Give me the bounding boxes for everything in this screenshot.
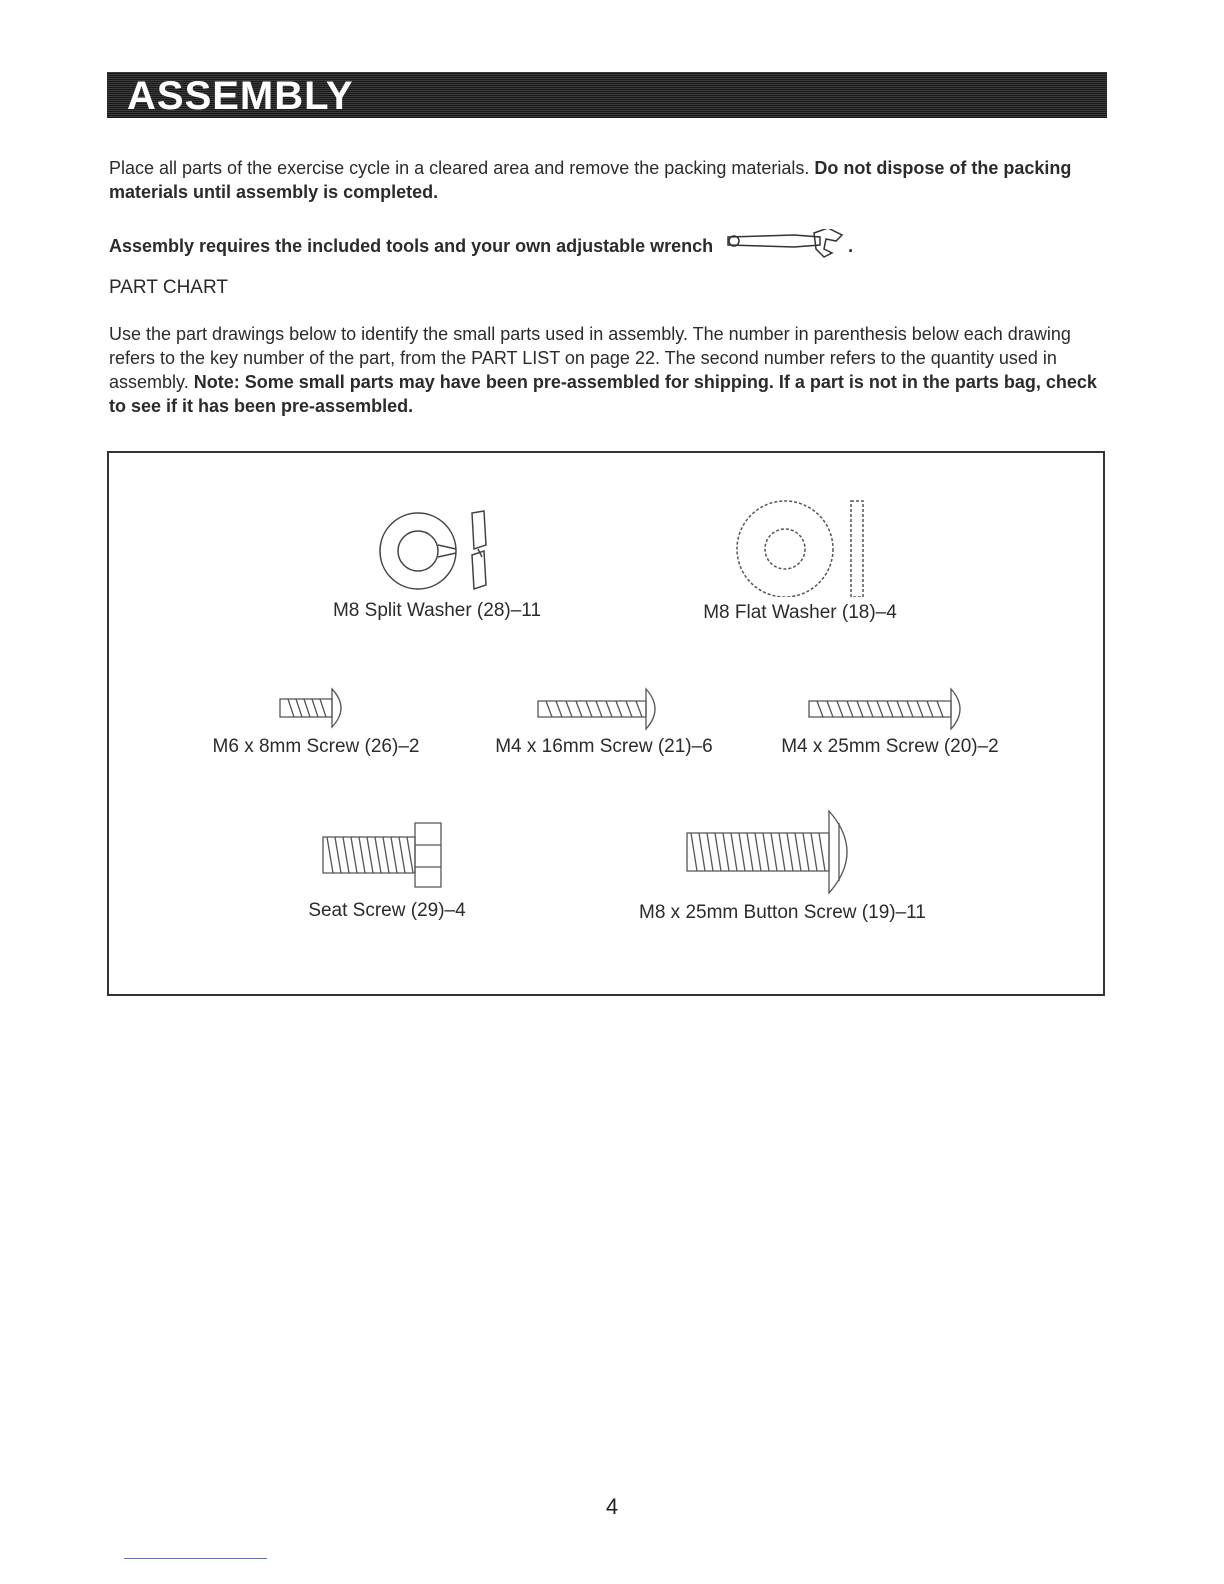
page-number: 4 <box>605 1494 619 1519</box>
footer-line <box>124 1558 267 1559</box>
part-label: M4 x 25mm Screw (20)–2 <box>781 736 999 757</box>
tools-note-suffix: . <box>848 235 854 256</box>
flat-washer-icon <box>725 497 875 597</box>
part-label: Seat Screw (29)–4 <box>308 900 466 921</box>
intro-text: Place all parts of the exercise cycle in a cleared area and remove the packing materials. <box>109 158 815 178</box>
part-m6x8-screw <box>201 685 431 758</box>
part-flat-washer <box>685 497 915 624</box>
part-label: M6 x 8mm Screw (26)–2 <box>212 736 420 757</box>
description-note: Note: Some small parts may have been pre-assembled for shipping. If a part is not in the parts bag, check to see if it has been pre-assembled. <box>109 372 1097 416</box>
intro-warning: Do not dispose of the packing materials until assembly is completed. <box>109 158 1072 202</box>
part-m4x16-screw <box>489 685 719 758</box>
screw-icon <box>276 685 356 731</box>
tools-note-text: Assembly requires the included tools and your own adjustable wrench <box>109 235 714 256</box>
screw-icon <box>805 685 975 731</box>
part-button-screw <box>639 805 926 924</box>
part-chart-description <box>109 322 1109 418</box>
part-m4x25-screw <box>775 685 1005 758</box>
tools-note <box>109 229 1109 265</box>
split-washer-icon <box>372 505 502 595</box>
part-split-washer <box>327 505 547 622</box>
part-chart-box <box>107 451 1105 996</box>
part-chart-heading: PART CHART <box>109 277 228 298</box>
part-label: M8 x 25mm Button Screw (19)–11 <box>639 902 926 923</box>
intro-paragraph <box>109 156 1109 204</box>
hex-bolt-icon <box>317 815 457 895</box>
part-label: M8 Split Washer (28)–11 <box>332 600 542 621</box>
section-title: ASSEMBLY <box>127 74 354 118</box>
part-label: M8 Flat Washer (18)–4 <box>703 602 897 623</box>
wrench-icon <box>724 229 848 265</box>
button-screw-icon <box>679 805 879 897</box>
part-seat-screw <box>277 815 497 922</box>
screw-icon <box>534 685 674 731</box>
section-banner <box>107 72 1107 118</box>
part-label: M4 x 16mm Screw (21)–6 <box>495 736 713 757</box>
description-text: Use the part drawings below to identify the small parts used in assembly. The number in parenthesis below each drawing refers to the key number of the part, from the PART LIST on page 22. The second number refers to the quantity used in assembly. <box>109 324 1071 392</box>
